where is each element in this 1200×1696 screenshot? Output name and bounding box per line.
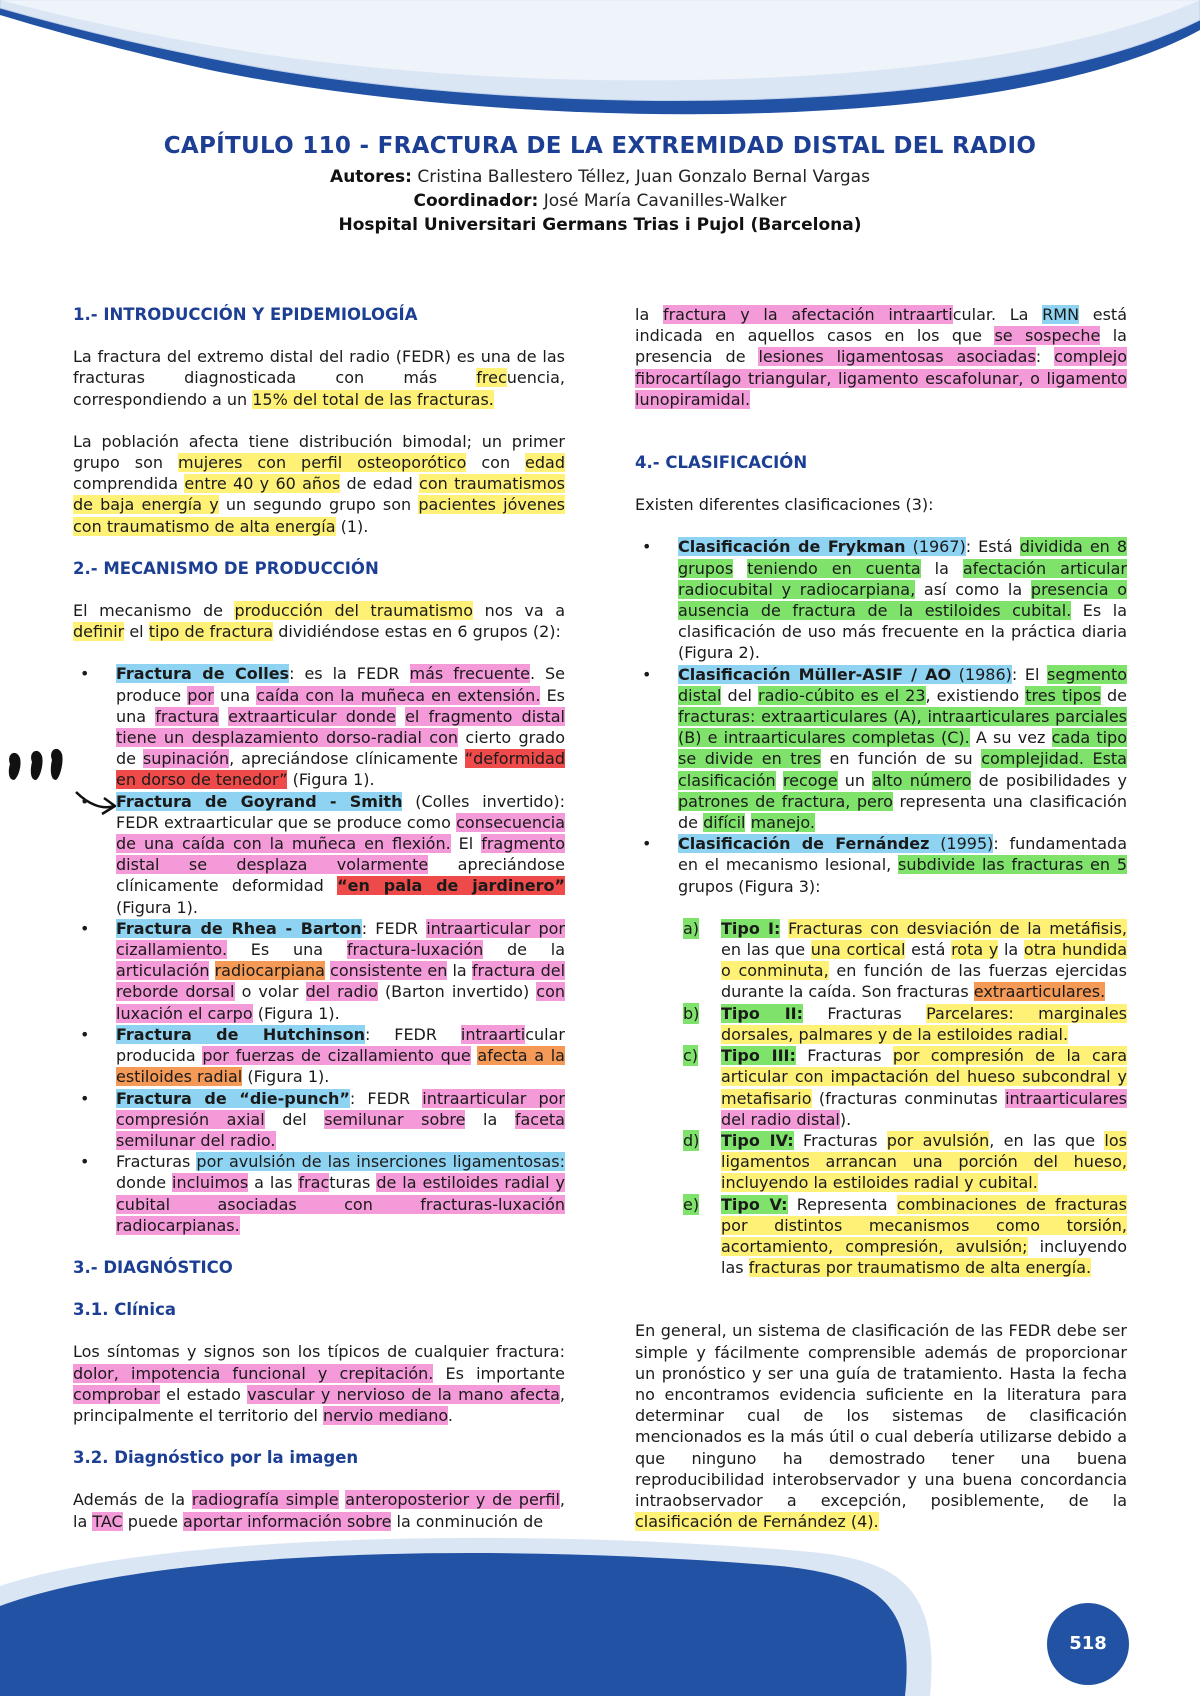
section-4-heading: 4.- CLASIFICACIÓN [635,453,808,473]
authors-label: Autores: [330,167,412,187]
top-wave-decoration [0,0,1200,130]
mechanism-paragraph: El mecanismo de producción del traumatismo nos va a definir el tipo de fractura dividiéndose estas en 6 grupos (2): [73,601,566,642]
list-item: • Fracturas por avulsión de las inserciones ligamentosas: donde incluimos a las fracturas de la estiloides radial y cubital asociadas con fracturas-luxación radiocarpianas. [73,1151,565,1236]
chapter-header [0,133,1200,237]
list-item: • Fractura de Hutchinson: FEDR intraarticular producida por fuerzas de cizallamiento que afecta a la estiloides radial (Figura 1). [73,1024,565,1088]
list-item: c) Tipo III: Fracturas por compresión de la cara articular con impactación del hueso subcondral y metafisario (fracturas conminutas intraarticulares del radio distal). [683,1046,1128,1129]
right-column [635,304,1127,1532]
list-item: • Clasificación de Fernández (1995): fundamentada en el mecanismo lesional, subdivide las fracturas en 5 grupos (Figura 3): [635,833,1127,897]
imaging-paragraph: Además de la radiografía simple anteroposterior y de perfil, la TAC puede aportar información sobre la conminución de [73,1490,566,1531]
authors-names: Cristina Ballestero Téllez, Juan Gonzalo Bernal Vargas [411,167,870,187]
coordinator-label: Coordinador: [413,191,539,211]
imaging-paragraph-continued: la fractura y la afectación intraarticular. La RMN está indicada en aquellos casos en los que se sospeche la presencia de lesiones ligamentosas asociadas: complejo fibrocartílago triangular, ligamento escafolunar, o ligamento lunopiramidal. [635,305,1128,409]
intro-paragraph-2: La población afecta tiene distribución bimodal; un primer grupo son mujeres con perfil osteoporótico con edad comprendida entre 40 y 60 años de edad con traumatismos de baja energía y un segundo grupo son pacientes jóvenes con traumatismo de alta energía (1). [73,431,566,536]
list-item: • Fractura de “die-punch”: FEDR intraarticular por compresión axial del semilunar sobre la faceta semilunar del radio. [73,1088,565,1152]
fracture-types-list [73,663,565,1235]
section-3-2-heading: 3.2. Diagnóstico por la imagen [73,1448,359,1468]
section-2-heading: 2.- MECANISMO DE PRODUCCIÓN [73,558,379,578]
classification-list [635,536,1127,896]
list-item: d) Tipo IV: Fracturas por avulsión, en las que los ligamentos arrancan una porción del hueso, incluyendo la estiloides radial y cubital. [683,1130,1127,1193]
list-item: • Fractura de Goyrand - Smith (Colles invertido): FEDR extraarticular que se produce como consecuencia de una caída con la muñeca en flexión. El fragmento distal se desplaza volarmente apreciándose clínicamente deformidad “en pala de jardinero” (Figura 1). [73,791,565,918]
intro-paragraph-1: La fractura del extremo distal del radio (FEDR) es una de las fracturas diagnosticada con más frecuencia, correspondiendo a un 15% del total de las fracturas. [73,347,565,409]
list-item: e) Tipo V: Representa combinaciones de fracturas por distintos mecanismos como torsión, acortamiento, compresión, avulsión; incluyendo las fracturas por traumatismo de alta energía. [683,1194,1128,1278]
section-3-1-heading: 3.1. Clínica [73,1300,176,1320]
bottom-wave-decoration [0,1526,1200,1696]
authors-line [0,165,1200,189]
hospital-line [0,213,1200,237]
page-number-badge: 518 [1047,1603,1129,1685]
list-item: • Clasificación de Frykman (1967): Está dividida en 8 grupos teniendo en cuenta la afectación articular radiocubital y radiocarpiana, así como la presencia o ausencia de fractura de la estiloides cubital. Es la clasificación de uso más frecuente en la práctica diaria (Figura 2). [635,536,1127,663]
section-1-heading: 1.- INTRODUCCIÓN Y EPIDEMIOLOGÍA [73,305,418,324]
list-item: a) Tipo I: Fracturas con desviación de la metáfisis, en las que una cortical está rota y la otra hundida o conminuta, en función de las fuerzas ejercidas durante la caída. Son fracturas extraarticulares. [683,918,1128,1002]
classification-intro: Existen diferentes clasificaciones (3): [635,495,934,515]
list-item: • Clasificación Müller-ASIF / AO (1986): El segmento distal del radio-cúbito es el 23, existiendo tres tipos de fracturas: extraarticulares (A), intraarticulares parciales (B) e intraarticulares completas (C). A su vez cada tipo se divide en tres en función de su complejidad. Esta clasificación recoge un alto número de posibilidades y patrones de fractura, pero representa una clasificación de difícil manejo. [635,664,1127,834]
list-item: • Fractura de Colles: es la FEDR más frecuente. Se produce por una caída con la muñeca en extensión. Es una fractura extraarticular donde el fragmento distal tiene un desplazamiento dorso-radial con cierto grado de supinación, apreciándose clínicamente “deformidad en dorso de tenedor” (Figura 1). [73,663,565,790]
clinic-paragraph: Los síntomas y signos son los típicos de cualquier fractura: dolor, impotencia funcional y crepitación. Es importante comprobar el estado vascular y nervioso de la mano afecta, principalmente el territorio del nervio mediano. [73,1342,566,1425]
classification-conclusion: En general, un sistema de clasificación de las FEDR debe ser simple y fácilmente comprensible además de proporcionar un pronóstico y ser una guía de tratamiento. Hasta la fecha no encontramos evidencia suficiente en la literatura para determinar cual de los sistemas de clasificación mencionados es la más útil o cual debería utilizarse debido a que ninguno ha demostrado tener una buena reproducibilidad interobservador y una buena concordancia intraobservador a excepción, posiblemente, de la clasificación de Fernández (4). [635,1321,1127,1532]
list-item: b) Tipo II: Fracturas Parcelares: marginales dorsales, palmares y de la estiloides radial. [683,1003,1128,1044]
hospital-name: Hospital Universitari Germans Trias i Pujol (Barcelona) [338,215,862,235]
coordinator-line [0,189,1200,213]
fernandez-types-list [635,918,1127,1278]
chapter-title: CAPÍTULO 110 - FRACTURA DE LA EXTREMIDAD DISTAL DEL RADIO [163,133,1037,159]
coordinator-name: José María Cavanilles-Walker [538,191,787,211]
list-item: • Fractura de Rhea - Barton: FEDR intraarticular por cizallamiento. Es una fractura-luxación de la articulación radiocarpiana consistente en la fractura del reborde dorsal o volar del radio (Barton invertido) con luxación el carpo (Figura 1). [73,918,565,1024]
left-column [73,304,565,1532]
section-3-heading: 3.- DIAGNÓSTICO [73,1257,233,1277]
